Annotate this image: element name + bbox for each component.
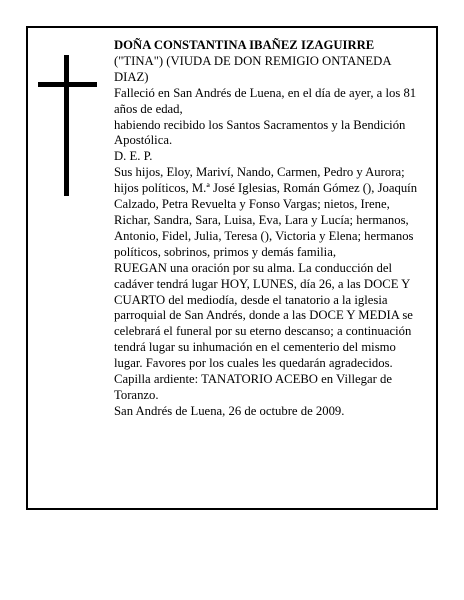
obituary-text: [114, 38, 424, 420]
sacraments-line: habiendo recibido los Santos Sacramentos y la Bendición Apostólica.: [114, 117, 406, 148]
rip-line: D. E. P.: [114, 149, 153, 164]
funeral-details: RUEGAN una oración por su alma. La conducción del cadáver tendrá lugar HOY, LUNES, día 26, a las DOCE Y CUARTO del mediodía, desde el tanatorio a la iglesia parroquial de San Andrés, donde a las DOCE Y MEDIA se celebrará el funeral por su eterno descanso; a continuación tendrá lugar su inhumación en el cementerio del mismo lugar. Favores por los cuales les quedarán agradecidos. Capilla ardiente: TANATORIO ACEBO en Villegar de Toranzo.: [114, 260, 413, 402]
family-list: Sus hijos, Eloy, Mariví, Nando, Carmen, Pedro y Aurora; hijos políticos, M.ª José Iglesias, Román Gómez (), Joaquín Calzado, Petra Revuelta y Fonso Vargas; nietos, Irene, Richar, Sandra, Sara, Luisa, Eva, Lara y Lucía; hermanos, Antonio, Fidel, Julia, Teresa (), Victoria y Elena; hermanos políticos, sobrinos, primos y demás familia,: [114, 165, 418, 259]
place-date: San Andrés de Luena, 26 de octubre de 2009.: [114, 403, 345, 418]
cross-icon-arm: [38, 82, 97, 87]
deceased-alias: ("TINA") (VIUDA DE DON REMIGIO ONTANEDA DIAZ): [114, 53, 391, 84]
cross-icon: [64, 55, 69, 196]
deceased-name: DOÑA CONSTANTINA IBAÑEZ IZAGUIRRE: [114, 38, 375, 52]
death-announcement: Falleció en San Andrés de Luena, en el día de ayer, a los 81 años de edad,: [114, 85, 417, 116]
